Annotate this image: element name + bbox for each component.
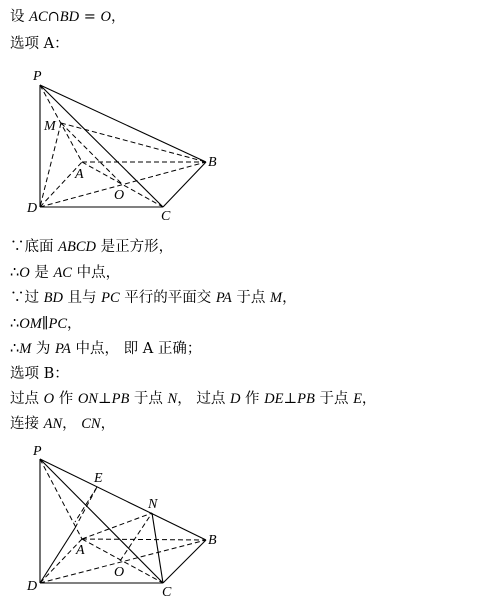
label-b: B xyxy=(208,155,217,170)
pyramid-diagram-a xyxy=(0,60,240,230)
seg-an xyxy=(82,513,152,539)
label-a: A xyxy=(75,167,84,182)
line-setup: 设 AC∩BD = O， xyxy=(10,9,126,25)
figure-option-b xyxy=(0,440,240,600)
edge-pb xyxy=(40,459,206,540)
label-b: B xyxy=(208,533,217,548)
seg-nc xyxy=(152,513,163,583)
line-o-midpoint: ∴O 是 AC 中点， xyxy=(10,265,121,281)
label-o: O xyxy=(114,565,125,580)
label-e: E xyxy=(94,471,103,486)
edge-pc xyxy=(40,85,163,207)
label-d: D xyxy=(27,201,38,216)
line-om-parallel: ∴OM∥PC， xyxy=(10,316,82,332)
line-connect: 连接 AN， CN， xyxy=(10,416,116,432)
edge-ab xyxy=(82,539,206,540)
line-perpendiculars: 过点 O 作 ON⊥PB 于点 N， 过点 D 作 DE⊥PB 于点 E， xyxy=(10,391,377,407)
line-base-square: ∵底面 ABCD 是正方形， xyxy=(10,239,174,255)
seg-de-solid xyxy=(40,528,75,583)
label-p: P xyxy=(33,444,42,459)
figure-option-a xyxy=(0,60,240,230)
label-n: N xyxy=(148,497,158,512)
label-m: M xyxy=(44,119,56,134)
seg-on xyxy=(120,513,152,561)
pyramid-diagram-b xyxy=(0,440,240,600)
label-o: O xyxy=(114,188,125,203)
edge-cb xyxy=(163,540,206,583)
line-plane-parallel: ∵过 BD 且与 PC 平行的平面交 PA 于点 M， xyxy=(10,290,297,306)
edge-pb xyxy=(40,85,206,162)
label-a: A xyxy=(76,543,85,558)
option-a-heading: 选项 A： xyxy=(10,36,69,52)
seg-md xyxy=(40,123,61,207)
seg-de xyxy=(75,487,97,528)
label-d: D xyxy=(27,579,38,594)
edge-cb xyxy=(163,162,206,207)
option-b-heading: 选项 B： xyxy=(10,366,69,382)
label-c: C xyxy=(161,209,171,224)
line-m-midpoint: ∴M 为 PA 中点， 即 A 正确； xyxy=(10,341,202,357)
label-c: C xyxy=(162,585,172,600)
label-p: P xyxy=(33,69,42,84)
